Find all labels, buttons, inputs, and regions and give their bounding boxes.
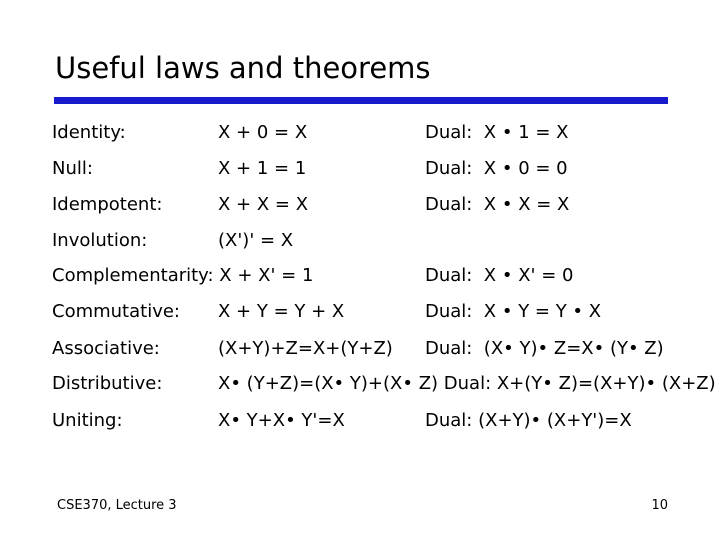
law-expression: X + 1 = 1	[218, 158, 307, 179]
dual-expression: Dual: X • 1 = X	[425, 122, 569, 143]
slide-title: Useful laws and theorems	[55, 51, 431, 85]
title-underline	[54, 97, 668, 104]
law-row-identity	[0, 118, 720, 148]
page-number: 10	[651, 498, 668, 513]
dual-expression: Dual: (X• Y)• Z=X• (Y• Z)	[425, 338, 664, 359]
footer-course: CSE370, Lecture 3	[57, 498, 177, 513]
dual-expression: Dual: (X+Y)• (X+Y')=X	[425, 410, 632, 431]
law-label: Involution:	[52, 230, 148, 251]
law-label: Uniting:	[52, 410, 123, 431]
law-label: Complementarity: X + X' = 1	[52, 265, 314, 286]
law-row-null	[0, 154, 720, 184]
law-expression: X• Y+X• Y'=X	[218, 410, 345, 431]
law-row-distributive	[0, 369, 720, 399]
law-row-associative	[0, 334, 720, 364]
law-label: Identity:	[52, 122, 126, 143]
law-expression: (X+Y)+Z=X+(Y+Z)	[218, 338, 393, 359]
law-row-involution	[0, 226, 720, 256]
law-expression: X + 0 = X	[218, 122, 308, 143]
law-expression: (X')' = X	[218, 230, 294, 251]
law-label: Associative:	[52, 338, 160, 359]
law-expression: X + Y = Y + X	[218, 301, 345, 322]
law-label: Idempotent:	[52, 194, 163, 215]
law-row-commutative	[0, 297, 720, 327]
law-row-uniting	[0, 406, 720, 436]
law-expression: X + X = X	[218, 194, 309, 215]
dual-expression: Dual: X • X' = 0	[425, 265, 574, 286]
dual-expression: Dual: X • Y = Y • X	[425, 301, 602, 322]
dual-expression: Dual: X • X = X	[425, 194, 570, 215]
law-row-complementarity	[0, 261, 720, 291]
law-label: Commutative:	[52, 301, 180, 322]
dual-expression: Dual: X • 0 = 0	[425, 158, 568, 179]
law-label: Distributive:	[52, 373, 163, 394]
law-expression: X• (Y+Z)=(X• Y)+(X• Z) Dual: X+(Y• Z)=(X+Y)• (X+Z)	[218, 373, 716, 394]
law-row-idempotent	[0, 190, 720, 220]
law-label: Null:	[52, 158, 93, 179]
